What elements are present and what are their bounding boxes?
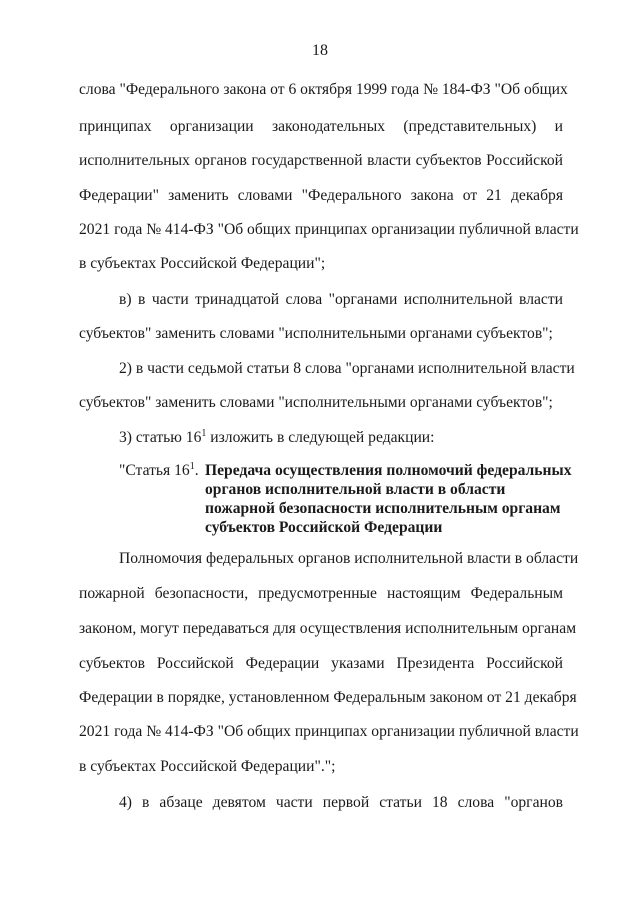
- superscript: 1: [201, 428, 207, 439]
- article-prefix: [119, 461, 199, 481]
- item-3-text-end: изложить в следующей редакции:: [206, 429, 435, 446]
- text-line: в субъектах Российской Федерации";: [79, 255, 326, 272]
- heading-line: органов исполнительной власти в области: [205, 481, 506, 498]
- text-line: субъектов" заменить словами "исполнительными органами субъектов";: [79, 394, 553, 411]
- article-heading: [205, 461, 572, 537]
- text-line: 2021 года № 414-ФЗ "Об общих принципах организации публичной власти: [79, 221, 579, 238]
- text-line: Федерации в порядке, установленном Федеральным законом от 21 декабря: [79, 689, 577, 706]
- text-line: пожарной безопасности, предусмотренные настоящим Федеральным: [79, 585, 563, 602]
- superscript: 1: [189, 461, 195, 472]
- article-label: "Статья 16: [119, 462, 190, 479]
- text-line: принципах организации законодательных (представительных) и: [79, 118, 563, 135]
- text-line: субъектов" заменить словами "исполнительными органами субъектов";: [79, 325, 553, 342]
- text-line: в) в части тринадцатой слова "органами исполнительной власти: [119, 291, 563, 308]
- text-line: исполнительных органов государственной власти субъектов Российской: [79, 152, 563, 169]
- item-3-text: 3) статью 16: [119, 429, 202, 446]
- page-number: 18: [312, 42, 328, 59]
- text-line: Полномочия федеральных органов исполнительной власти в области: [119, 550, 579, 567]
- text-line: Федерации" заменить словами "Федерального закона от 21 декабря: [79, 187, 563, 204]
- item-3-line: [119, 428, 563, 448]
- text-line: субъектов Российской Федерации указами Президента Российской: [79, 655, 563, 672]
- article-label-end: .: [194, 462, 199, 479]
- text-line: законом, могут передаваться для осуществления исполнительным органам: [79, 620, 577, 637]
- heading-line: Передача осуществления полномочий федеральных: [205, 462, 572, 479]
- text-line: 2) в части седьмой статьи 8 слова "органами исполнительной власти: [119, 360, 575, 377]
- text-line: 4) в абзаце девятом части первой статьи 18 слова "органов: [119, 794, 563, 811]
- text-line: 2021 года № 414-ФЗ "Об общих принципах организации публичной власти: [79, 723, 579, 740]
- text-line: в субъектах Российской Федерации".";: [79, 758, 336, 775]
- text-line: слова "Федерального закона от 6 октября 1999 года № 184-ФЗ "Об общих: [79, 81, 568, 98]
- heading-line: пожарной безопасности исполнительным органам: [205, 500, 561, 517]
- heading-line: субъектов Российской Федерации: [205, 519, 443, 536]
